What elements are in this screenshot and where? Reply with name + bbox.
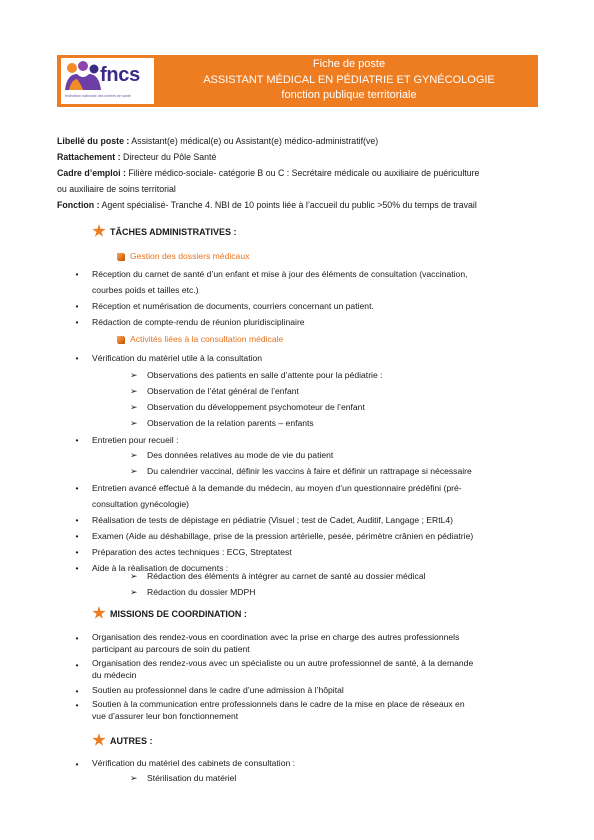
cons-item-7-sub-1: Rédaction des éléments à intégrer au carnet de santé au dossier médical (147, 571, 426, 581)
coord-item-4-line-1: Soutien à la communication entre professionnels dans le cadre de la mise en place de réseaux en (92, 699, 465, 709)
bullet-icon: • (75, 531, 79, 541)
cons-item-3-line-1: Entretien avancé effectué à la demande du médecin, au moyen d’un questionnaire prédéfini (pré- (92, 483, 462, 493)
bullet-icon: • (75, 317, 79, 327)
cons-item-1-sub-3: Observation du développement psychomoteur de l’enfant (147, 402, 365, 412)
bullet-icon: • (75, 547, 79, 557)
arrow-bullet-icon: ➢ (130, 466, 138, 476)
coord-item-2-line-1: Organisation des rendez-vous avec un spécialiste ou un autre professionnel de santé, à la demande (92, 658, 474, 668)
logo-tagline: fédération nationale des centres de santé (65, 94, 131, 98)
job-context: fonction publique territoriale (281, 89, 417, 101)
square-bullet-icon (117, 253, 124, 260)
bullet-icon: • (75, 301, 79, 311)
arrow-bullet-icon: ➢ (130, 773, 138, 783)
cons-item-2-sub-1: Des données relatives au mode de vie du patient (147, 450, 334, 460)
bullet-icon: • (75, 483, 79, 493)
admin-item-1-line-2: courbes poids et tailles etc.) (92, 285, 199, 295)
fncs-logo (61, 58, 154, 104)
square-bullet-icon (117, 336, 124, 343)
cons-item-2-sub-2: Du calendrier vaccinal, définir les vaccins à faire et définir un rattrapage si nécessaire (147, 466, 472, 476)
doc-type: Fiche de poste (312, 58, 386, 70)
section-title-admin: TÂCHES ADMINISTRATIVES : (110, 227, 237, 237)
banner-title-block (160, 57, 538, 104)
admin-item-3: Rédaction de compte-rendu de réunion pluridisciplinaire (92, 317, 305, 327)
info-cadre: Cadre d’emploi : Filière médico-sociale- catégorie B ou C : Secrétaire médicale ou auxiliaire de puériculture (57, 168, 480, 178)
bullet-icon: • (75, 759, 79, 769)
arrow-bullet-icon: ➢ (130, 370, 138, 380)
info-cadre-cont: ou auxiliaire de soins territorial (57, 184, 176, 194)
cons-item-3-line-2: consultation gynécologie) (92, 499, 189, 509)
logo-figures-icon (63, 60, 103, 94)
bullet-icon: • (75, 515, 79, 525)
admin-item-2: Réception et numérisation de documents, courriers concernant un patient. (92, 301, 374, 311)
cons-item-1-sub-4: Observation de la relation parents – enfants (147, 418, 314, 428)
arrow-bullet-icon: ➢ (130, 386, 138, 396)
bullet-icon: • (75, 435, 79, 445)
cons-item-4: Réalisation de tests de dépistage en pédiatrie (Visuel ; test de Cadet, Auditif, Langage ; ERtL4) (92, 515, 454, 525)
admin-item-1-line-1: Réception du carnet de santé d’un enfant et mise à jour des éléments de consultation (vaccination, (92, 269, 468, 279)
cons-item-2: Entretien pour recueil : (92, 435, 179, 445)
arrow-bullet-icon: ➢ (130, 418, 138, 428)
arrow-bullet-icon: ➢ (130, 587, 138, 597)
job-title: ASSISTANT MÉDICAL EN PÉDIATRIE ET GYNÉCOLOGIE (203, 73, 495, 86)
arrow-bullet-icon: ➢ (130, 450, 138, 460)
section-title-coordination: MISSIONS DE COORDINATION : (110, 609, 247, 619)
subhead-dossiers: Gestion des dossiers médicaux (130, 251, 250, 261)
cons-item-1: Vérification du matériel utile à la consultation (92, 353, 263, 363)
coord-item-1-line-2: participant au parcours de soin du patient (92, 644, 250, 654)
coord-item-2-line-2: du médecin (92, 670, 137, 680)
bullet-icon: • (75, 686, 79, 696)
info-libelle: Libellé du poste : Assistant(e) médical(e) ou Assistant(e) médico-administratif(ve) (57, 136, 379, 146)
coord-item-1-line-1: Organisation des rendez-vous en coordination avec la prise en charge des autres professionnels (92, 632, 460, 642)
bullet-icon: • (75, 660, 79, 670)
section-title-autres: AUTRES : (110, 736, 153, 746)
star-icon (92, 606, 106, 620)
coord-item-3: Soutien au professionnel dans le cadre d’une admission à l’hôpital (92, 685, 344, 695)
job-info (57, 133, 547, 213)
logo-wordmark: fncs (100, 64, 140, 86)
cons-item-7-sub-2: Rédaction du dossier MDPH (147, 587, 256, 597)
autres-item-1-sub-1: Stérilisation du matériel (147, 773, 237, 783)
info-rattachement: Rattachement : Directeur du Pôle Santé (57, 152, 217, 162)
cons-item-5: Examen (Aide au déshabillage, prise de la pression artérielle, pesée, périmètre crânien en pédiatrie) (92, 531, 474, 541)
cons-item-6: Préparation des actes techniques : ECG, Streptatest (92, 547, 292, 557)
bullet-icon: • (75, 269, 79, 279)
cons-item-1-sub-1: Observations des patients en salle d’attente pour la pédiatrie : (147, 370, 383, 380)
bullet-icon: • (75, 353, 79, 363)
subhead-consultation: Activités liées à la consultation médicale (130, 334, 284, 344)
autres-item-1: Vérification du matériel des cabinets de consultation : (92, 758, 296, 768)
star-icon (92, 733, 106, 747)
bullet-icon: • (75, 700, 79, 710)
bullet-icon: • (75, 633, 79, 643)
bullet-icon: • (75, 563, 79, 573)
cons-item-1-sub-2: Observation de l’état général de l’enfant (147, 386, 299, 396)
arrow-bullet-icon: ➢ (130, 571, 138, 581)
cons-item-7: Aide à la réalisation de documents : (92, 563, 229, 573)
coord-item-4-line-2: vue d’assurer leur bon fonctionnement (92, 711, 239, 721)
arrow-bullet-icon: ➢ (130, 402, 138, 412)
star-icon (92, 224, 106, 238)
info-fonction: Fonction : Agent spécialisé- Tranche 4. NBI de 10 points liée à l’accueil du public >50% du temps de travail (57, 200, 477, 210)
